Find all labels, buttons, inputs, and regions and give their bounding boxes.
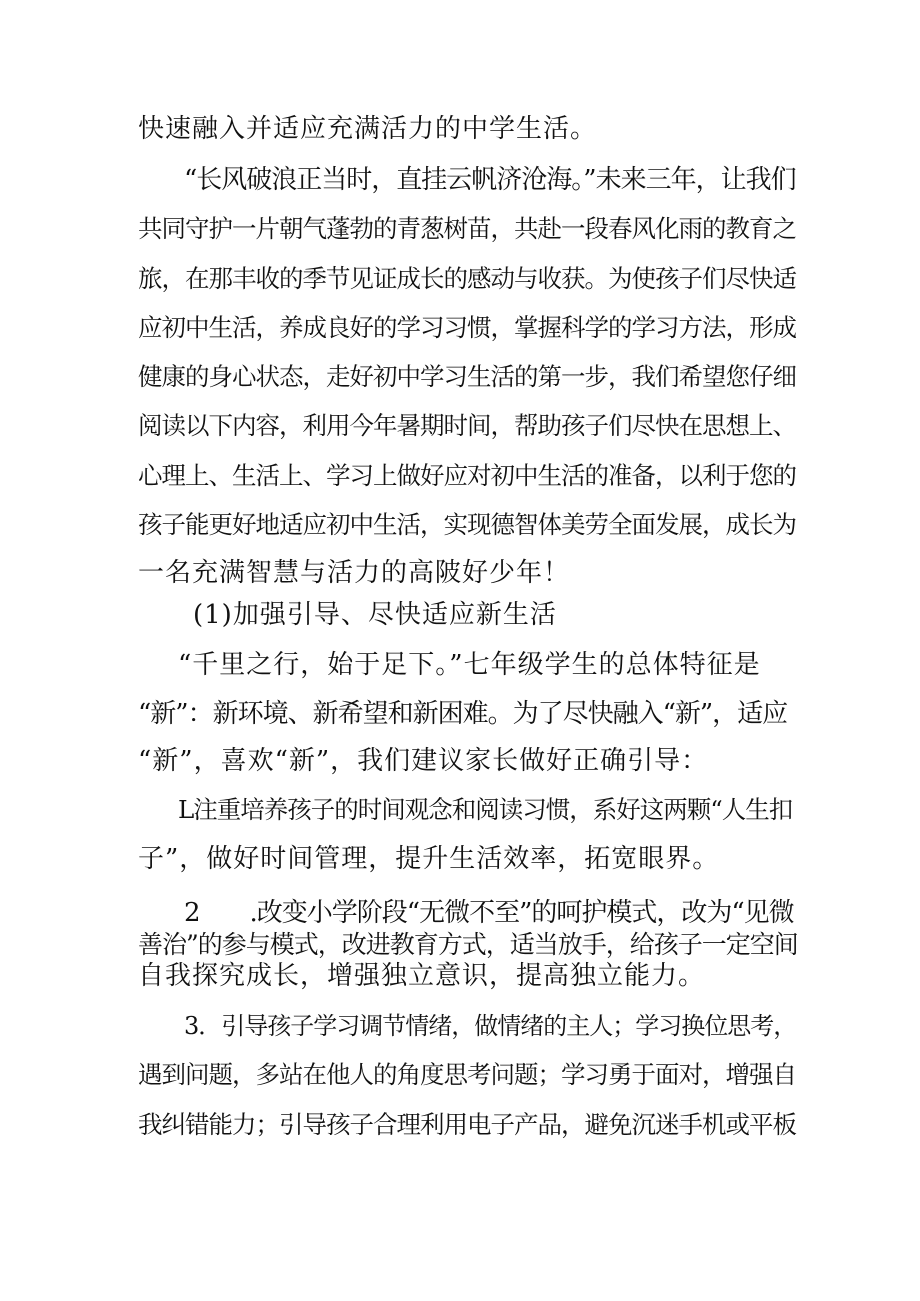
paragraph-line: “新”：新环境、新希望和新困难。为了尽快融入“新”，适应 (138, 699, 788, 729)
paragraph-line: 应初中生活，养成良好的学习习惯，掌握科学的学习方法，形成 (138, 313, 796, 342)
list-item-line: 我纠错能力；引导孩子合理利用电子产品，避免沉迷手机或平板 (138, 1110, 796, 1139)
list-item-line: 善治”的参与模式，改进教育方式，适当放手，给孩子一定空间 (138, 930, 798, 959)
paragraph-line: 孩子能更好地适应初中生活，实现德智体美劳全面发展，成长为 (138, 510, 796, 539)
list-item-line: 遇到问题，多站在他人的角度思考问题；学习勇于面对，增强自 (138, 1060, 796, 1089)
paragraph-line: 心理上、生活上、学习上做好应对初中生活的准备，以利于您的 (138, 461, 796, 490)
paragraph-line: 快速融入并适应充满活力的中学生活。 (138, 114, 598, 144)
paragraph-line: 共同守护一片朝气蓬勃的青葱树苗，共赴一段春风化雨的教育之 (138, 214, 796, 243)
list-item-line: 子”，做好时间管理，提升生活效率，拓宽眼界。 (138, 844, 720, 874)
list-item-line: 自我探究成长，增强独立意识，提高独立能力。 (138, 961, 706, 991)
paragraph-line: “长风破浪正当时，直挂云帆济沧海。”未来三年，让我们 (184, 165, 796, 195)
paragraph-line: 健康的身心状态，走好初中学习生活的第一步，我们希望您仔细 (138, 362, 796, 391)
list-item-line: L注重培养孩子的时间观念和阅读习惯，系好这两颗“人生扣 (178, 795, 793, 824)
list-item-line: 3．引导孩子学习调节情绪，做情绪的主人；学习换位思考， (184, 1012, 797, 1040)
paragraph-line: “千里之行，始于足下。”七年级学生的总体特征是 (178, 650, 761, 680)
paragraph-line: “新”，喜欢“新”，我们建议家长做好正确引导： (138, 746, 709, 776)
paragraph-line: 旅，在那丰收的季节见证成长的感动与收获。为使孩子们尽快适 (138, 264, 796, 293)
list-item-line: 2 .改变小学阶段“无微不至”的呵护模式，改为“见微 (184, 898, 794, 928)
paragraph-line: 一名充满智慧与活力的高陂好少年！ (138, 558, 571, 588)
paragraph-line: 阅读以下内容，利用今年暑期时间，帮助孩子们尽快在思想上、 (138, 411, 796, 440)
section-heading: (1)加强引导、尽快适应新生活 (193, 600, 557, 630)
